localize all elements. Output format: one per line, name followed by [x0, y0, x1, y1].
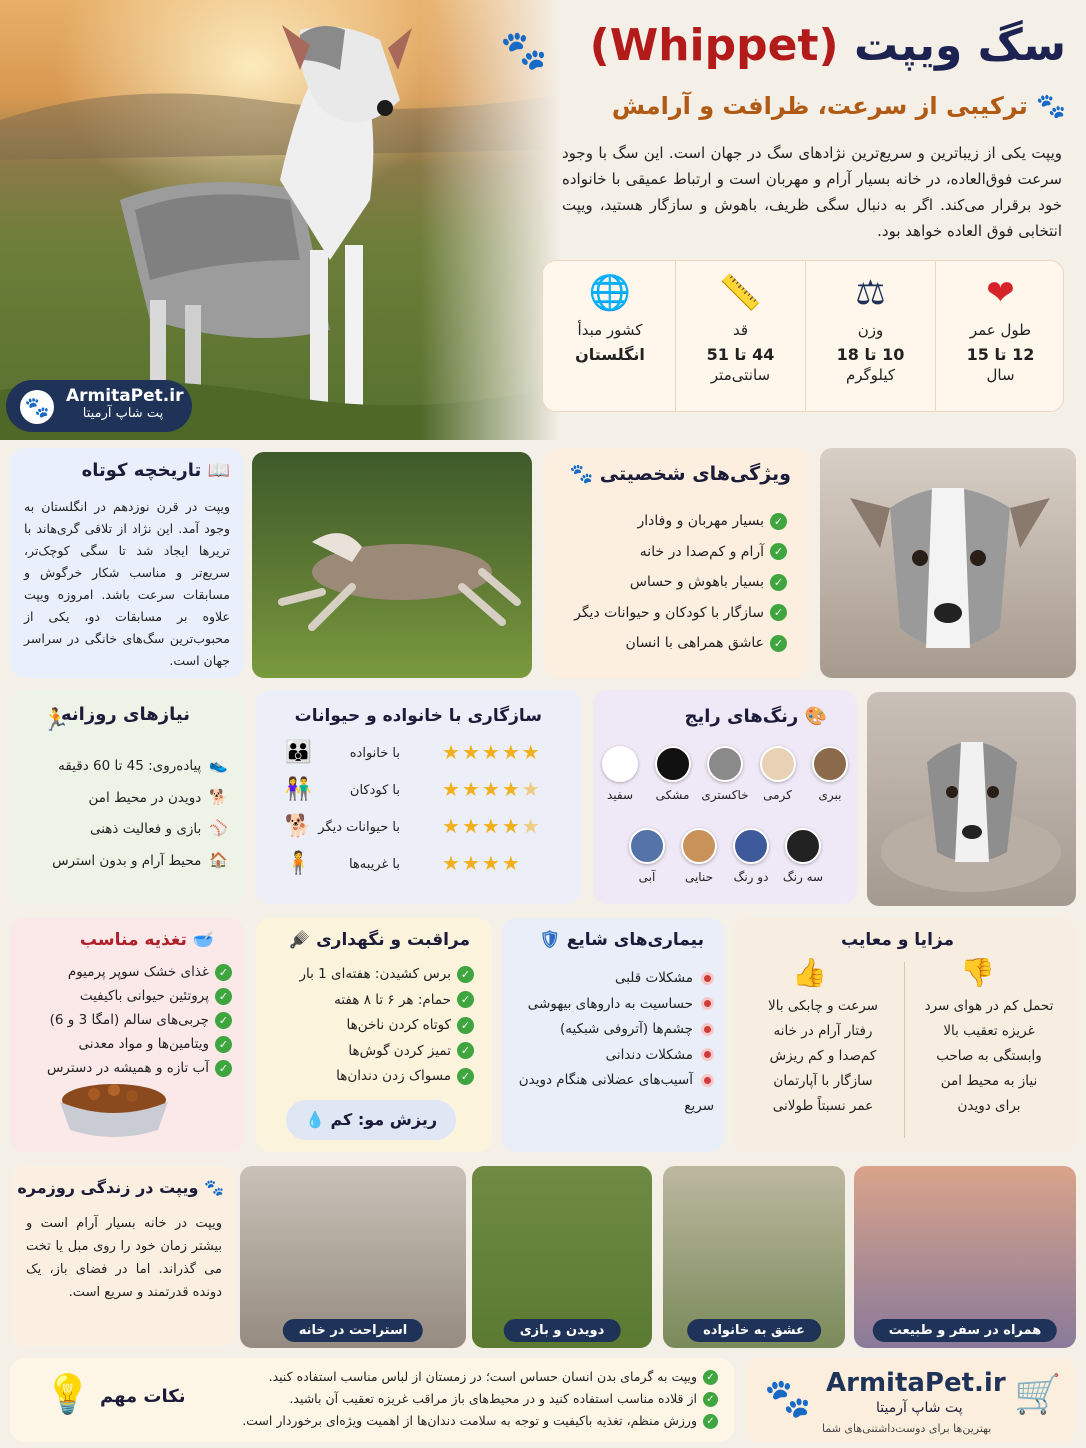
list-item: ✓حمام: هر ۶ تا ۸ هفته [268, 988, 474, 1014]
diseases-card [502, 918, 724, 1152]
thumbs-down-icon: 👎 [960, 956, 995, 989]
list-item: ✓آرام و کم‌صدا در خانه [557, 537, 787, 568]
color-label: ببری [818, 788, 842, 802]
check-icon: ✓ [770, 513, 787, 530]
stat-value: 12 تا 15 [966, 345, 1035, 364]
list-item: کم‌صدا و کم ریزش [769, 1048, 877, 1064]
daily-needs-list [18, 750, 228, 876]
list-item: چشم‌ها (آتروفی شبکیه) [508, 1017, 714, 1043]
list-item: ✓سازگار با کودکان و حیوانات دیگر [557, 598, 787, 629]
list-item: ✓بسیار مهربان و وفادار [557, 506, 787, 537]
brand-site: ArmitaPet.ir [66, 386, 184, 406]
runner-icon: 🏃 [42, 708, 70, 733]
list-item: ✓کوتاه کردن ناخن‌ها [268, 1013, 474, 1039]
kibble-bowl-icon [54, 1078, 174, 1140]
shield-icon: 🛡 [539, 930, 561, 950]
compat-label: با غریبه‌ها [348, 857, 400, 872]
daily-life-title: 🐾 ویپت در زندگی روزمره [17, 1178, 224, 1197]
stat-unit: سانتی‌متر [710, 366, 771, 384]
footer-name: پت شاپ آرمیتا [876, 1400, 963, 1416]
daily-life-card [10, 1166, 236, 1346]
star-icon: ★ [481, 814, 502, 838]
personality-title: ویژگی‌های شخصیتی 🐾 [569, 463, 791, 485]
list-item: 🐕دویدن در محیط امن [88, 787, 228, 806]
weight-icon: ⚖ [855, 273, 886, 313]
list-item: ✓پروتئین حیوانی باکیفیت [18, 984, 232, 1008]
bullet-icon [701, 1048, 714, 1061]
star-icon: ★ [521, 814, 542, 838]
compat-label: با خانواده [349, 746, 400, 761]
list-item: ⚾بازی و فعالیت ذهنی [89, 819, 228, 837]
list-item: برای دویدن [957, 1098, 1021, 1114]
check-icon: ✓ [703, 1392, 718, 1407]
history-text: ویپت در قرن نوزدهم در انگلستان به وجود آمد. این نژاد از تلاقی گری‌هاند با تریرها ایجاد شد تا سگی کوچک‌تر، سریع‌تر و مناسب شکار خرگوش و مسابقات سرعت باشد. امروزه ویپت علاوه بر مسابقات دو، یکی از محبوب‌ترین سگ‌های خانگی در سراسر جهان است. [24, 499, 230, 668]
list-item: ✓مسواک زدن دندان‌ها [268, 1064, 474, 1090]
list-item: ✓بسیار باهوش و حساس [557, 567, 787, 598]
page-title [546, 20, 1066, 71]
hero-photo [0, 0, 560, 440]
list-item: 🏠محیط آرام و بدون استرس [52, 850, 228, 869]
list-item: وابستگی به صاحب [936, 1048, 1042, 1064]
brush-icon: 🪮 [289, 930, 311, 950]
pros-cons-title: مزایا و معایب [841, 930, 954, 950]
list-item: رفتار آرام در خانه [773, 1023, 873, 1039]
person-icon: 🧍 [284, 851, 312, 876]
color-label: سه رنگ [782, 870, 824, 884]
list-item: ✓برس کشیدن: هفته‌ای 1 بار [268, 962, 474, 988]
compat-label: با کودکان [349, 783, 400, 798]
daily-life-photo [663, 1166, 845, 1348]
personality-list [557, 506, 787, 659]
star-icon: ★ [501, 814, 522, 838]
list-item: تحمل کم در هوای سرد [924, 998, 1054, 1014]
color-swatch [785, 828, 821, 864]
list-item: غریزه تعقیب بالا [943, 1023, 1035, 1039]
care-card [256, 918, 492, 1152]
check-icon: ✓ [457, 1042, 474, 1059]
running-whippet-photo [252, 452, 532, 678]
daily-needs-card [10, 690, 244, 904]
tips-title: نکات مهم [100, 1386, 186, 1407]
colors-title: 🎨 رنگ‌های رایج [684, 706, 827, 727]
check-icon: ✓ [215, 1012, 232, 1029]
stat-1 [805, 261, 935, 412]
stat-unit: سال [986, 366, 1015, 384]
stat-label: طول عمر [969, 321, 1032, 339]
personality-card [545, 448, 809, 678]
daily-life-photo [472, 1166, 652, 1348]
compat-label: با حیوانات دیگر [318, 820, 400, 835]
history-card [10, 448, 244, 678]
palette-icon: 🎨 [804, 706, 827, 727]
brand-name: پت شاپ آرمیتا [82, 406, 164, 421]
footer-site: ArmitaPet.ir [826, 1368, 1006, 1398]
star-icon: ★ [461, 814, 482, 838]
book-icon: 📖 [207, 460, 230, 481]
brand-badge[interactable] [6, 380, 192, 432]
list-item: ✓ویتامین‌ها و مواد معدنی [18, 1032, 232, 1056]
care-title: مراقبت و نگهداری 🪮 [289, 930, 470, 950]
stat-3 [545, 261, 675, 412]
colors-card [593, 690, 857, 904]
list-item: سازگار با آپارتمان [773, 1073, 873, 1089]
tips-card [10, 1358, 734, 1442]
footer-brand[interactable] [746, 1358, 1076, 1442]
list-item: ✓عاشق همراهی با انسان [557, 628, 787, 659]
color-swatch [629, 828, 665, 864]
check-icon: ✓ [457, 966, 474, 983]
star-icon: ★ [501, 851, 522, 875]
color-label: سفید [606, 788, 634, 802]
color-label: دو رنگ [733, 870, 769, 884]
tips-list [178, 1366, 718, 1432]
paw-icon: 🐾 [500, 28, 548, 72]
star-icon: ★ [461, 777, 482, 801]
bullet-icon [701, 1023, 714, 1036]
paw-icon: 🐾 [204, 1178, 224, 1197]
care-list [268, 962, 474, 1090]
list-item: ✓غذای خشک سوپر پرمیوم [18, 960, 232, 984]
diseases-title: بیماری‌های شایع 🛡 [539, 930, 704, 950]
ruler-icon: 📏 [719, 273, 762, 313]
paw-icon: 🐾 [569, 463, 594, 485]
list-item: حساسیت به داروهای بیهوشی [508, 992, 714, 1018]
list-item: ✓از قلاده مناسب استفاده کنید و در محیط‌های باز مراقب غریزه تعقیب آن باشید. [178, 1388, 718, 1410]
check-icon: ✓ [703, 1370, 718, 1385]
list-item: ✓چربی‌های سالم (امگا 3 و 6) [18, 1008, 232, 1032]
photo-caption: عشق به خانواده [687, 1319, 821, 1342]
daily-life-text: ویپت در خانه بسیار آرام است و بیشتر زمان خود را روی مبل یا تخت می گذراند. اما در فضای باز، یک دونده قدرتمند و سریع است. [26, 1216, 222, 1300]
color-label: حنایی [684, 870, 714, 884]
bullet-icon [701, 997, 714, 1010]
daily-life-photo [240, 1166, 466, 1348]
check-icon: ✓ [215, 1060, 232, 1077]
cons-list [914, 994, 1064, 1119]
stat-2 [675, 261, 805, 412]
heartbeat-icon: ❤ [986, 273, 1015, 313]
star-icon: ★ [481, 777, 502, 801]
bullet-icon [701, 1074, 714, 1087]
star-icon: ★ [461, 851, 482, 875]
list-item: عمر نسبتاً طولانی [772, 1098, 874, 1114]
running-dog-icon: 🐕 [209, 787, 228, 806]
stat-value: انگلستان [575, 345, 645, 364]
stat-value: 10 تا 18 [836, 345, 905, 364]
star-icon: ★ [481, 851, 502, 875]
dog-icon: 🐕 [284, 814, 312, 839]
list-item: آسیب‌های عضلانی هنگام دویدن سریع [518, 1072, 714, 1114]
star-icon: ★ [501, 777, 522, 801]
lightbulb-icon: 💡 [44, 1372, 92, 1416]
color-swatch [812, 746, 848, 782]
check-icon: ✓ [457, 1068, 474, 1085]
ball-icon: ⚾ [209, 819, 228, 837]
list-item: مشکلات قلبی [508, 966, 714, 992]
title-fa: سگ ویپت [853, 20, 1066, 71]
whippet-face-photo [820, 448, 1076, 678]
daily-life-photo [854, 1166, 1076, 1348]
shoe-icon: 👟 [209, 756, 228, 774]
compatibility-card [256, 690, 582, 904]
star-rating [442, 851, 522, 875]
check-icon: ✓ [215, 964, 232, 981]
food-bowl-icon: 🥣 [192, 930, 214, 950]
nutrition-card [10, 918, 244, 1152]
star-icon: ★ [461, 740, 482, 764]
thumbs-up-icon: 👍 [792, 956, 827, 989]
color-swatch [602, 746, 638, 782]
check-icon: ✓ [457, 1017, 474, 1034]
check-icon: ✓ [770, 604, 787, 621]
list-item: ✓ویپت به گرمای بدن انسان حساس است؛ در زمستان از لباس مناسب استفاده کنید. [178, 1366, 718, 1388]
children-icon: 👫 [284, 777, 312, 802]
daily-needs-title: نیازهای روزانه [61, 704, 190, 725]
stat-value: 44 تا 51 [706, 345, 775, 364]
star-icon: ★ [521, 777, 542, 801]
check-icon: ✓ [457, 991, 474, 1008]
star-icon: ★ [521, 740, 542, 764]
whippet-standing-illustration [0, 0, 560, 440]
color-label: خاکستری [701, 788, 749, 802]
stat-label: وزن [857, 321, 884, 339]
nutrition-title: 🥣 تغذیه مناسب [79, 930, 214, 950]
list-item: نیاز به محیط امن [940, 1073, 1038, 1089]
color-swatch [707, 746, 743, 782]
stat-0 [935, 261, 1064, 412]
color-label: آبی [638, 870, 656, 884]
star-icon: ★ [442, 777, 462, 801]
list-item: 👟پیاده‌روی: 45 تا 60 دقیقه [58, 756, 228, 774]
globe-icon: 🌐 [588, 273, 632, 313]
house-icon: 🏠 [209, 850, 228, 869]
shedding-badge: ریزش مو: کم 💧 [286, 1100, 456, 1140]
list-item: ✓تمیز کردن گوش‌ها [268, 1039, 474, 1065]
color-swatch [760, 746, 796, 782]
stat-unit: کیلوگرم [845, 366, 896, 384]
list-item: مشکلات دندانی [508, 1043, 714, 1069]
check-icon: ✓ [770, 574, 787, 591]
paw-icon: 🐾 [764, 1376, 812, 1420]
star-rating [442, 740, 542, 764]
list-item: سرعت و چابکی بالا [768, 998, 878, 1014]
color-swatch [681, 828, 717, 864]
color-swatch [733, 828, 769, 864]
diseases-list [508, 966, 714, 1119]
history-title: 📖 تاریخچه کوتاه [81, 460, 230, 481]
color-swatch [655, 746, 691, 782]
whippet-lying-photo [867, 692, 1076, 906]
list-item: ✓آب تازه و همیشه در دسترس [18, 1056, 232, 1080]
nutrition-list [18, 960, 232, 1080]
star-icon: ★ [442, 740, 462, 764]
check-icon: ✓ [215, 1036, 232, 1053]
stats-panel [542, 260, 1064, 412]
star-icon: ★ [442, 851, 462, 875]
paw-icon: 🐾 [1036, 92, 1066, 120]
star-icon: ★ [501, 740, 522, 764]
check-icon: ✓ [215, 988, 232, 1005]
shopping-cart-icon: 🛒 [1014, 1372, 1062, 1416]
pros-cons-card [734, 918, 1076, 1152]
paw-icon: 🐾 [20, 390, 54, 424]
photo-caption: همراه در سفر و طبیعت [873, 1319, 1057, 1342]
bullet-icon [701, 972, 714, 985]
compatibility-title: سازگاری با خانواده و حیوانات [294, 706, 542, 726]
star-icon: ★ [442, 814, 462, 838]
intro-text: ویپت یکی از زیباترین و سریع‌ترین نژادهای سگ در جهان است. این سگ با وجود سرعت فوق‌العاده، در خانه بسیار آرام و مهربان است و ارتباط عمیقی با خانواده خود برقرار می‌کند. اگر به دنبال سگی ظریف، باهوش و سازگار هستید، ویپت انتخابی فوق العاده خواهد بود. [562, 144, 1062, 240]
stat-label: قد [732, 321, 749, 339]
color-label: کرمی [763, 788, 792, 802]
water-drop-icon: 💧 [304, 1110, 325, 1129]
photo-caption: دویدن و بازی [504, 1319, 621, 1342]
stat-label: کشور مبدأ [577, 321, 643, 339]
star-icon: ★ [481, 740, 502, 764]
pros-list [748, 994, 898, 1119]
pros-cons-divider [904, 962, 905, 1138]
list-item: ✓ورزش منظم، تغذیه باکیفیت و توجه به سلامت دندان‌ها از اهمیت ویژه‌ای برخوردار است. [178, 1410, 718, 1432]
star-rating [442, 777, 542, 801]
check-icon: ✓ [770, 635, 787, 652]
color-label: مشکی [655, 788, 690, 802]
check-icon: ✓ [770, 543, 787, 560]
subtitle: 🐾 ترکیبی از سرعت، ظرافت و آرامش [611, 92, 1066, 120]
photo-caption: استراحت در خانه [283, 1319, 423, 1342]
star-rating [442, 814, 542, 838]
title-en: (Whippet) [589, 20, 839, 71]
footer-tagline: بهترین‌ها برای دوست‌داشتنی‌های شما [822, 1422, 992, 1435]
check-icon: ✓ [703, 1414, 718, 1429]
family-icon: 👪 [284, 740, 312, 765]
